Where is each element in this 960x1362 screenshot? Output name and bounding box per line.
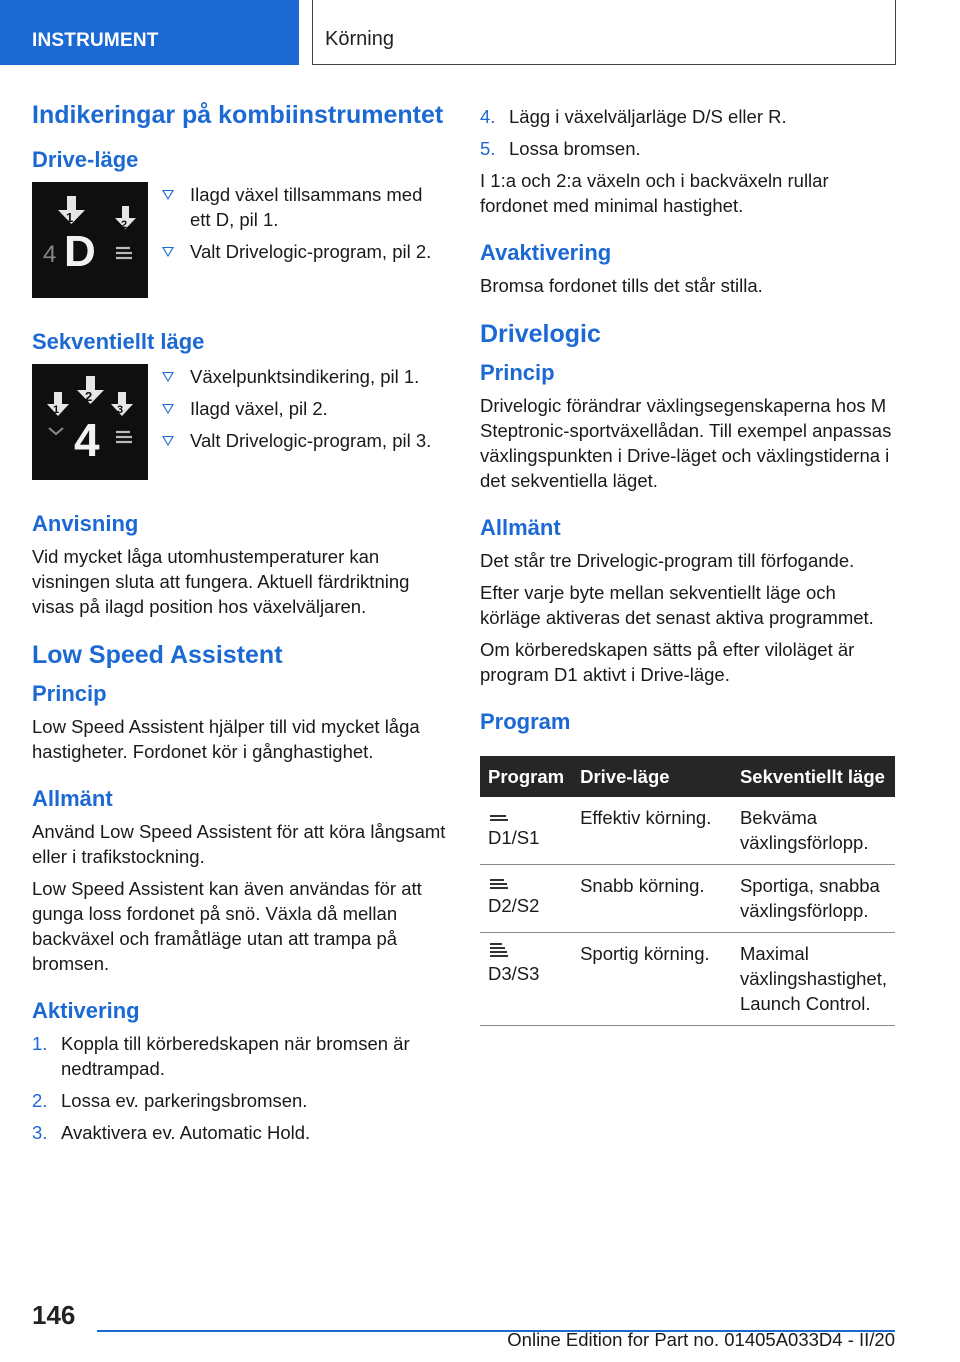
sequential-mode-display-image	[32, 364, 148, 480]
triangle-bullet-icon	[162, 190, 174, 200]
heading-drive-mode: Drive-läge	[32, 147, 139, 172]
program-cell: D1/S1	[480, 797, 572, 865]
sequential-mode-block	[32, 364, 447, 480]
heading-program: Program	[480, 709, 571, 734]
svg-text:4: 4	[74, 414, 100, 466]
section-title-low-speed-assistent: Low Speed Assistent	[32, 641, 283, 669]
heading-lsa-general: Allmänt	[32, 786, 113, 811]
activation-steps-continued	[480, 104, 895, 161]
sequential-mode-cell: Bekväma växlingsförlopp.	[732, 797, 895, 865]
list-item: Ilagd växel tillsammans med ett D, pil 1.	[162, 182, 447, 232]
section-title-indicators: Indikeringar på kombiinstrumentet	[32, 101, 444, 129]
table-row	[480, 933, 895, 1026]
list-item: 5. Lossa bromsen.	[480, 138, 641, 159]
list-item: 4. Lägg i växelväljarläge D/S eller R.	[480, 106, 787, 127]
column-header-program: Program	[480, 756, 572, 797]
drivelogic-program-1-icon	[488, 805, 510, 823]
lsa-principle-text: Low Speed Assistent hjälper till vid mycket låga hastigheter. Fordonet kör i gånghastighet.	[32, 716, 420, 762]
drivelogic-principle-text: Drivelogic förändrar växlingsegenskaperna hos M Steptronic-sportväxellådan. Till exempel anpassas växlingspunkten i Drive-läget och växlingstiderna i det sekventiella läget.	[480, 395, 892, 491]
heading-sequential-mode: Sekventiellt läge	[32, 329, 205, 354]
list-item: Ilagd växel, pil 2.	[162, 396, 431, 421]
section-tab: INSTRUMENT	[0, 0, 299, 65]
svg-text:2: 2	[121, 219, 128, 231]
sequential-mode-cell: Maximal växlingshastighet, Launch Control.	[732, 933, 895, 1026]
lsa-general-text-1: Använd Low Speed Assistent för att köra långsamt eller i trafikstockning.	[32, 821, 446, 867]
right-column	[480, 104, 895, 1026]
drive-mode-cell: Snabb körning.	[572, 865, 732, 933]
lsa-general-text-2: Low Speed Assistent kan även användas för att gunga loss fordonet på snö. Växla då mellan backväxel och framåtläge utan att trampa på bromsen.	[32, 878, 422, 974]
left-column	[32, 100, 447, 1152]
heading-drivelogic-general: Allmänt	[480, 515, 561, 540]
triangle-bullet-icon	[162, 404, 174, 414]
drivelogic-general-text-3: Om körberedskapen sätts på efter viloläget är program D1 aktivt i Drive-läge.	[480, 639, 855, 685]
drive-mode-cell: Sportig körning.	[572, 933, 732, 1026]
drivelogic-program-2-icon	[488, 873, 510, 891]
svg-text:2: 2	[85, 389, 93, 404]
table-row	[480, 797, 895, 865]
program-cell: D3/S3	[480, 933, 572, 1026]
list-item: 3. Avaktivera ev. Automatic Hold.	[32, 1122, 311, 1143]
drive-mode-display-image	[32, 182, 148, 298]
sequential-mode-list	[162, 364, 431, 480]
table-row	[480, 865, 895, 933]
list-item: Valt Drivelogic-program, pil 3.	[162, 428, 431, 453]
triangle-bullet-icon	[162, 436, 174, 446]
drive-mode-cell: Effektiv körning.	[572, 797, 732, 865]
chapter-title: Körning	[312, 0, 896, 65]
list-item: Växelpunktsindikering, pil 1.	[162, 364, 431, 389]
svg-text:D: D	[64, 227, 96, 276]
page-number: 146	[32, 1300, 76, 1330]
drivelogic-program-3-icon	[488, 941, 510, 959]
drivelogic-general-text-1: Det står tre Drivelogic-program till förfogande.	[480, 550, 855, 571]
drivelogic-general-text-2: Efter varje byte mellan sekventiellt läge och körläge aktiveras det senast aktiva programmet.	[480, 582, 874, 628]
edition-note: Online Edition for Part no. 01405A033D4 - II/20	[507, 1329, 895, 1350]
triangle-bullet-icon	[162, 247, 174, 257]
svg-text:4: 4	[43, 241, 57, 268]
drive-mode-block	[32, 182, 447, 298]
svg-text:1: 1	[66, 210, 74, 225]
drive-mode-list	[162, 182, 447, 298]
list-item: Valt Drivelogic-program, pil 2.	[162, 239, 447, 264]
triangle-bullet-icon	[162, 372, 174, 382]
sequential-mode-cell: Sportiga, snabba växlingsförlopp.	[732, 865, 895, 933]
roll-text: I 1:a och 2:a växeln och i backväxeln rullar fordonet med minimal hastighet.	[480, 170, 829, 216]
svg-text:1: 1	[53, 404, 60, 416]
column-header-drive-mode: Drive-läge	[572, 756, 732, 797]
svg-text:3: 3	[117, 404, 124, 416]
heading-note: Anvisning	[32, 511, 139, 536]
heading-deactivation: Avaktivering	[480, 240, 612, 265]
heading-drivelogic-principle: Princip	[480, 360, 555, 385]
list-item: 2. Lossa ev. parkeringsbromsen.	[32, 1090, 308, 1111]
activation-steps	[32, 1031, 447, 1145]
note-text: Vid mycket låga utomhustemperaturer kan visningen sluta att fungera. Aktuell färdriktning visas på ilagd position hos växelväljaren.	[32, 546, 410, 617]
program-cell: D2/S2	[480, 865, 572, 933]
heading-lsa-activation: Aktivering	[32, 998, 140, 1023]
heading-lsa-principle: Princip	[32, 681, 107, 706]
program-table	[480, 756, 895, 1026]
section-title-drivelogic: Drivelogic	[480, 320, 601, 348]
list-item: 1. Koppla till körberedskapen när bromsen är nedtrampad.	[32, 1033, 410, 1079]
column-header-sequential-mode: Sekventiellt läge	[732, 756, 895, 797]
deactivation-text: Bromsa fordonet tills det står stilla.	[480, 275, 763, 296]
